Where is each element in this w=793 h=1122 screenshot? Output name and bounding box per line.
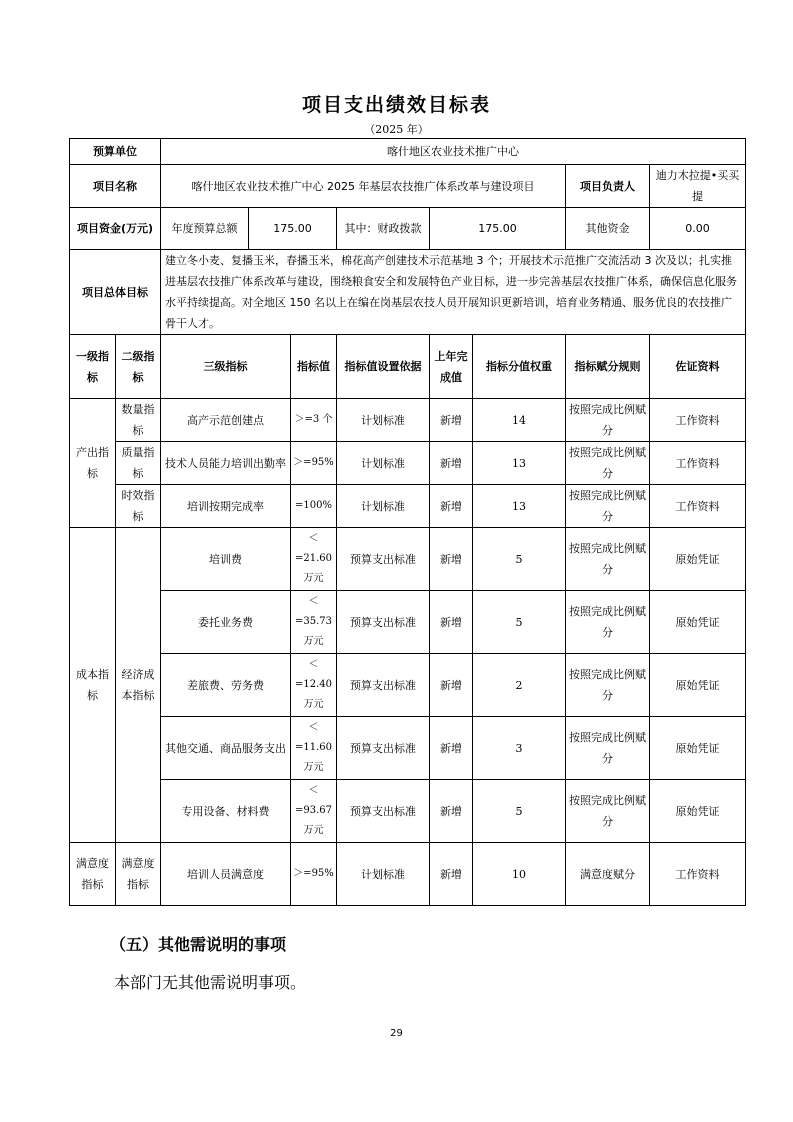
row-value: ＜=21.60 万元 [291, 528, 337, 591]
row-basis: 计划标准 [337, 485, 430, 528]
row-name: 培训人员满意度 [161, 843, 291, 906]
row-evidence: 工作资料 [650, 843, 746, 906]
row-rule: 满意度赋分 [566, 843, 650, 906]
row-value: ＜=35.73 万元 [291, 591, 337, 654]
page-number: 29 [390, 1028, 403, 1039]
section-heading: （五）其他需说明的事项 [110, 935, 287, 954]
group-satisfaction-level2: 满意度指标 [116, 843, 161, 906]
annual-budget-label: 年度预算总额 [161, 208, 249, 250]
row-evidence: 原始凭证 [650, 591, 746, 654]
row-basis: 预算支出标准 [337, 717, 430, 780]
row-weight: 14 [473, 399, 566, 442]
annual-budget-value: 175.00 [249, 208, 337, 250]
header-last-year: 上年完成值 [430, 335, 473, 399]
row-evidence: 原始凭证 [650, 717, 746, 780]
row-value: ＞=95% [291, 843, 337, 906]
row-weight: 5 [473, 780, 566, 843]
table-row [70, 399, 746, 442]
row-last: 新增 [430, 528, 473, 591]
row-basis: 计划标准 [337, 843, 430, 906]
row-rule: 按照完成比例赋分 [566, 442, 650, 485]
row-last: 新增 [430, 442, 473, 485]
row-value: =100% [291, 485, 337, 528]
group-satisfaction: 满意度指标 [70, 843, 116, 906]
row-value: ＜=93.67 万元 [291, 780, 337, 843]
table-row [70, 654, 746, 717]
row-rule: 按照完成比例赋分 [566, 399, 650, 442]
other-funds-label: 其他资金 [566, 208, 650, 250]
table-row [70, 591, 746, 654]
owner-value: 迪力木拉提•买买提 [650, 165, 746, 208]
project-name-label: 项目名称 [70, 165, 161, 208]
row-name: 其他交通、商品服务支出 [161, 717, 291, 780]
table-row [70, 528, 746, 591]
table-row [70, 717, 746, 780]
row-value: ＜=11.60 万元 [291, 717, 337, 780]
row-rule: 按照完成比例赋分 [566, 591, 650, 654]
row-value: ＞=95% [291, 442, 337, 485]
row-last: 新增 [430, 843, 473, 906]
row-evidence: 原始凭证 [650, 780, 746, 843]
overall-goal-text: 建立冬小麦、复播玉米，春播玉米，棉花高产创建技术示范基地 3 个；开展技术示范推广交流活动 3 次及以；扎实推进基层农技推广体系改革与建设，围绕粮食安全和发展特色产业目标，进一步完善基层农技推广体系，确保信息化服务水平持续提高。对全地区 150 名以上在编在岗基层农技人员开展知识更新培训，培育业务精通、服务优良的农技推广骨干人才。 [161, 250, 746, 335]
row-weight: 3 [473, 717, 566, 780]
table-row [70, 780, 746, 843]
table-row [70, 485, 746, 528]
header-level1: 一级指标 [70, 335, 116, 399]
table-row [70, 442, 746, 485]
header-value: 指标值 [291, 335, 337, 399]
row-last: 新增 [430, 399, 473, 442]
header-level2: 二级指标 [116, 335, 161, 399]
row-evidence: 工作资料 [650, 399, 746, 442]
row-rule: 按照完成比例赋分 [566, 717, 650, 780]
overall-goal-label: 项目总体目标 [70, 250, 161, 335]
row-weight: 13 [473, 442, 566, 485]
group-economic-cost: 经济成本指标 [116, 528, 161, 843]
row-rule: 按照完成比例赋分 [566, 654, 650, 717]
owner-label: 项目负责人 [566, 165, 650, 208]
row-level2: 数量指标 [116, 399, 161, 442]
row-level2: 时效指标 [116, 485, 161, 528]
year-label: （2025 年） [364, 123, 429, 136]
row-level2: 质量指标 [116, 442, 161, 485]
page-title: 项目支出绩效目标表 [301, 94, 491, 116]
row-name: 培训按期完成率 [161, 485, 291, 528]
row-weight: 13 [473, 485, 566, 528]
section-paragraph: 本部门无其他需说明事项。 [114, 973, 307, 992]
row-rule: 按照完成比例赋分 [566, 485, 650, 528]
row-weight: 10 [473, 843, 566, 906]
row-basis: 预算支出标准 [337, 654, 430, 717]
fiscal-label: 其中：财政拨款 [337, 208, 430, 250]
row-basis: 计划标准 [337, 442, 430, 485]
performance-table [69, 138, 746, 906]
header-weight: 指标分值权重 [473, 335, 566, 399]
row-name: 高产示范创建点 [161, 399, 291, 442]
row-name: 技术人员能力培训出勤率 [161, 442, 291, 485]
header-evidence: 佐证资料 [650, 335, 746, 399]
row-last: 新增 [430, 717, 473, 780]
row-basis: 计划标准 [337, 399, 430, 442]
row-weight: 5 [473, 528, 566, 591]
group-cost: 成本指标 [70, 528, 116, 843]
row-last: 新增 [430, 485, 473, 528]
other-funds-value: 0.00 [650, 208, 746, 250]
row-name: 培训费 [161, 528, 291, 591]
row-evidence: 工作资料 [650, 442, 746, 485]
row-value: ＜=12.40 万元 [291, 654, 337, 717]
project-name-value: 喀什地区农业技术推广中心 2025 年基层农技推广体系改革与建设项目 [161, 165, 566, 208]
unit-label: 预算单位 [70, 139, 161, 165]
row-rule: 按照完成比例赋分 [566, 780, 650, 843]
row-basis: 预算支出标准 [337, 780, 430, 843]
row-evidence: 原始凭证 [650, 654, 746, 717]
row-rule: 按照完成比例赋分 [566, 528, 650, 591]
funds-label: 项目资金(万元) [70, 208, 161, 250]
row-weight: 5 [473, 591, 566, 654]
table-row [70, 843, 746, 906]
row-evidence: 工作资料 [650, 485, 746, 528]
header-basis: 指标值设置依据 [337, 335, 430, 399]
header-level3: 三级指标 [161, 335, 291, 399]
row-basis: 预算支出标准 [337, 591, 430, 654]
row-last: 新增 [430, 780, 473, 843]
row-weight: 2 [473, 654, 566, 717]
unit-value: 喀什地区农业技术推广中心 [161, 139, 746, 165]
row-value: ＞=3 个 [291, 399, 337, 442]
group-output: 产出指标 [70, 399, 116, 528]
header-rule: 指标赋分规则 [566, 335, 650, 399]
row-last: 新增 [430, 654, 473, 717]
row-last: 新增 [430, 591, 473, 654]
row-name: 差旅费、劳务费 [161, 654, 291, 717]
fiscal-value: 175.00 [430, 208, 566, 250]
row-basis: 预算支出标准 [337, 528, 430, 591]
row-evidence: 原始凭证 [650, 528, 746, 591]
row-name: 专用设备、材料费 [161, 780, 291, 843]
row-name: 委托业务费 [161, 591, 291, 654]
